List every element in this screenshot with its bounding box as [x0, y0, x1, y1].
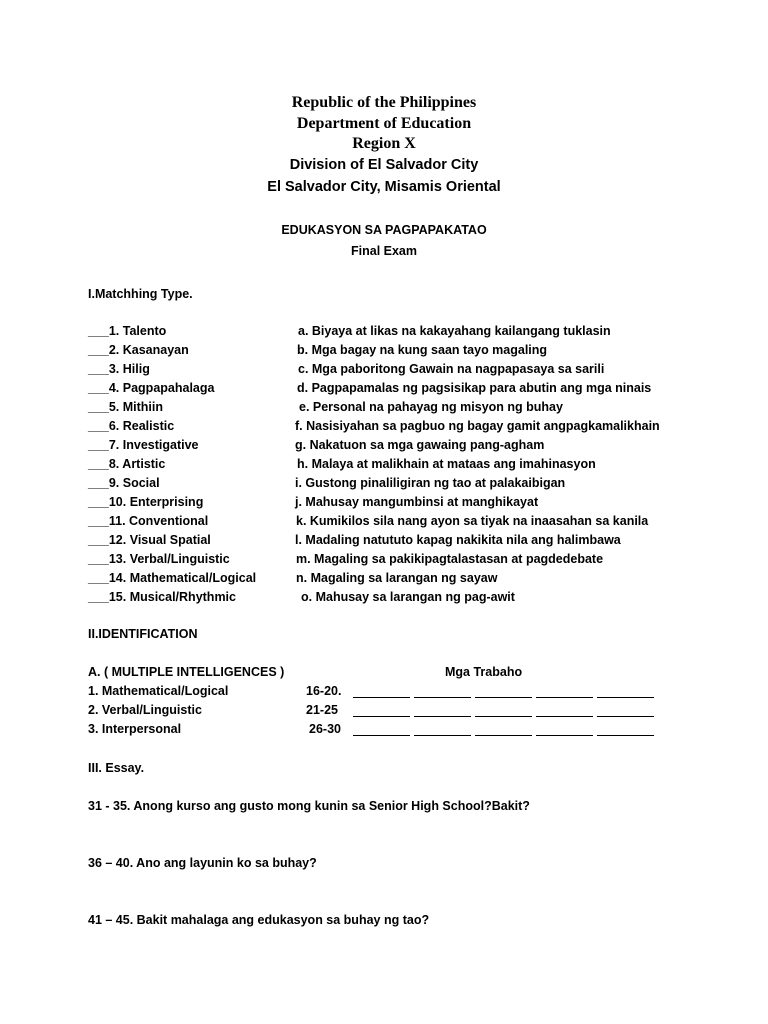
identification-item-range: 16-20.: [306, 684, 342, 698]
matching-item-term: ___10. Enterprising: [88, 495, 204, 509]
matching-item-definition: i. Gustong pinaliligiran ng tao at palakaibigan: [295, 476, 566, 490]
matching-item-definition: h. Malaya at malikhain at mataas ang imahinasyon: [297, 457, 596, 471]
identification-item-label: 2. Verbal/Linguistic: [88, 703, 202, 717]
matching-item-definition: n. Magaling sa larangan ng sayaw: [296, 571, 498, 585]
answer-lines[interactable]: [353, 686, 658, 701]
matching-item-term: ___1. Talento: [88, 324, 167, 338]
part2-subtitle: A. ( MULTIPLE INTELLIGENCES ): [88, 665, 285, 679]
matching-item-term: ___12. Visual Spatial: [88, 533, 211, 547]
answer-lines[interactable]: [353, 705, 658, 720]
matching-item-definition: j. Mahusay mangumbinsi at manghikayat: [295, 495, 539, 509]
essay-question: 41 – 45. Bakit mahalaga ang edukasyon sa buhay ng tao?: [88, 913, 430, 927]
matching-item-definition: l. Madaling natututo kapag nakikita nila ang halimbawa: [295, 533, 621, 547]
essay-question: 31 - 35. Anong kurso ang gusto mong kunin sa Senior High School?Bakit?: [88, 799, 530, 813]
part1-title: I.Matchhing Type.: [88, 287, 193, 301]
matching-item-definition: o. Mahusay sa larangan ng pag-awit: [301, 590, 515, 604]
part2-column-header: Mga Trabaho: [445, 665, 523, 679]
matching-item-definition: k. Kumikilos sila nang ayon sa tiyak na inaasahan sa kanila: [296, 514, 649, 528]
identification-item-label: 3. Interpersonal: [88, 722, 182, 736]
matching-item-term: ___8. Artistic: [88, 457, 166, 471]
header-department: Department of Education: [296, 115, 472, 132]
matching-item-term: ___9. Social: [88, 476, 160, 490]
matching-item-definition: c. Mga paboritong Gawain na nagpapasaya sa sarili: [298, 362, 605, 376]
matching-item-term: ___11. Conventional: [88, 514, 209, 528]
matching-item-term: ___14. Mathematical/Logical: [88, 571, 257, 585]
matching-item-term: ___3. Hilig: [88, 362, 150, 376]
identification-item-range: 21-25: [306, 703, 338, 717]
exam-subject: EDUKASYON SA PAGPAPAKATAO: [281, 223, 487, 237]
header-region: Region X: [352, 135, 416, 152]
matching-item-definition: f. Nasisiyahan sa pagbuo ng bagay gamit angpagkamalikhain: [295, 419, 660, 433]
matching-item-definition: a. Biyaya at likas na kakayahang kailangang tuklasin: [298, 324, 611, 338]
identification-item-label: 1. Mathematical/Logical: [88, 684, 229, 698]
part2-title: II.IDENTIFICATION: [88, 627, 198, 641]
header-division: Division of El Salvador City: [289, 157, 479, 173]
identification-item-range: 26-30: [309, 722, 341, 736]
answer-lines[interactable]: [353, 724, 658, 739]
matching-item-term: ___15. Musical/Rhythmic: [88, 590, 236, 604]
matching-item-definition: b. Mga bagay na kung saan tayo magaling: [297, 343, 548, 357]
matching-item-definition: m. Magaling sa pakikipagtalastasan at pagdedebate: [296, 552, 604, 566]
exam-type: Final Exam: [351, 244, 417, 258]
matching-item-term: ___5. Mithiin: [88, 400, 164, 414]
matching-item-term: ___6. Realistic: [88, 419, 175, 433]
matching-item-definition: g. Nakatuon sa mga gawaing pang-agham: [295, 438, 545, 452]
matching-item-term: ___2. Kasanayan: [88, 343, 189, 357]
essay-question: 36 – 40. Ano ang layunin ko sa buhay?: [88, 856, 317, 870]
matching-item-definition: d. Pagpapamalas ng pagsisikap para abutin ang mga ninais: [297, 381, 652, 395]
matching-item-term: ___13. Verbal/Linguistic: [88, 552, 230, 566]
header-republic: Republic of the Philippines: [291, 94, 477, 111]
matching-item-term: ___4. Pagpapahalaga: [88, 381, 215, 395]
matching-item-definition: e. Personal na pahayag ng misyon ng buhay: [299, 400, 563, 414]
part3-title: III. Essay.: [88, 761, 145, 775]
header-city: El Salvador City, Misamis Oriental: [267, 179, 501, 195]
matching-item-term: ___7. Investigative: [88, 438, 199, 452]
